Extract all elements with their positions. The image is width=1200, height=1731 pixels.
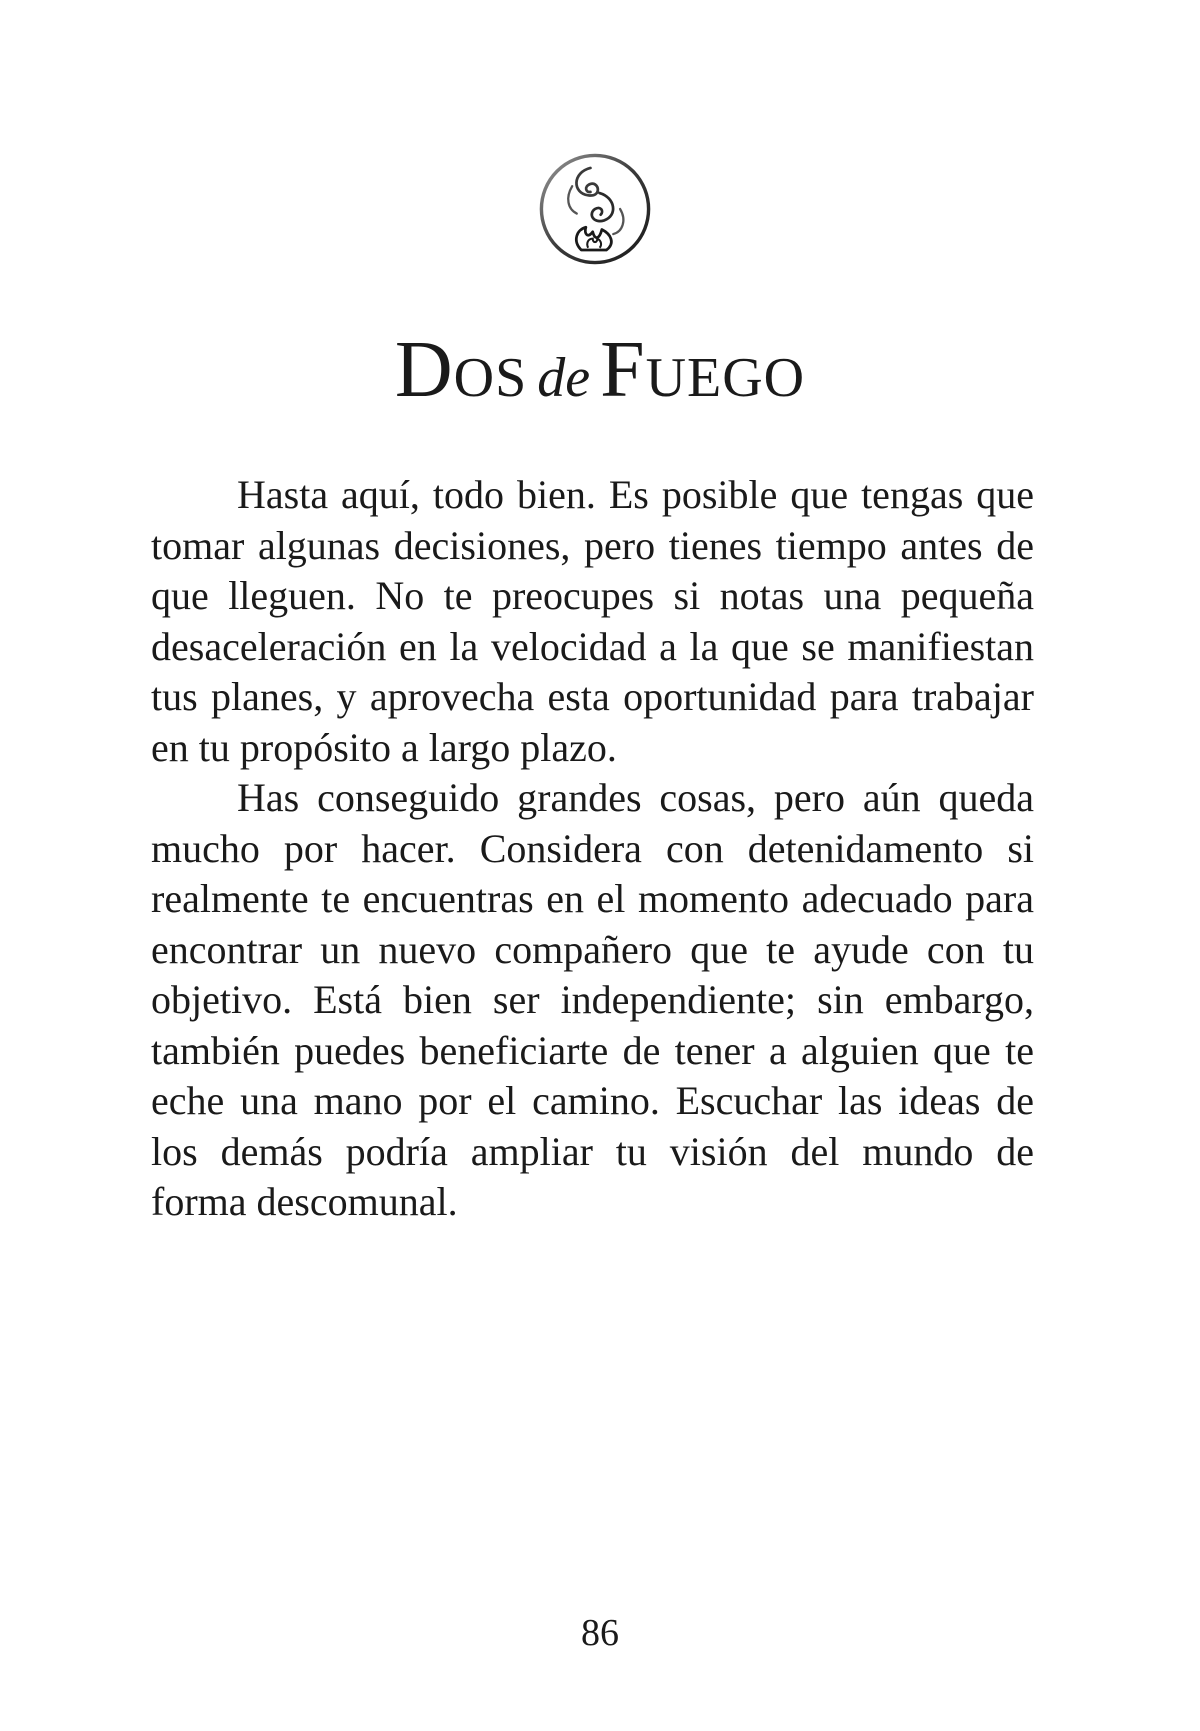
title-word-2: Fuego <box>600 326 806 414</box>
page-title <box>0 320 1200 428</box>
page-number: 86 <box>581 1612 619 1654</box>
paragraph: Has conseguido grandes cosas, pero aún queda mucho por hacer. Considera con detenidamento si realmente te encuentras en el momento adecuado para encontrar un nuevo compañero que te ayude con tu objetivo. Está bien ser independiente; sin embargo, también puedes beneficiarte de tener a alguien que te eche una mano por el camino. Escuchar las ideas de los demás podría ampliar tu visión del mundo de forma descomunal. <box>151 775 1034 1224</box>
title-connector: de <box>537 347 591 409</box>
body-text <box>151 470 1034 1228</box>
swirl-flame-emblem-icon <box>538 152 652 266</box>
paragraph: Hasta aquí, todo bien. Es posible que tengas que tomar algunas decisiones, pero tienes tiempo antes de que lleguen. No te preocupes si notas una pequeña desaceleración en la velocidad a la que se manifiestan tus planes, y aprovecha esta oportunidad para trabajar en tu propósito a largo plazo. <box>151 472 1034 770</box>
title-word-1: Dos <box>394 326 528 414</box>
